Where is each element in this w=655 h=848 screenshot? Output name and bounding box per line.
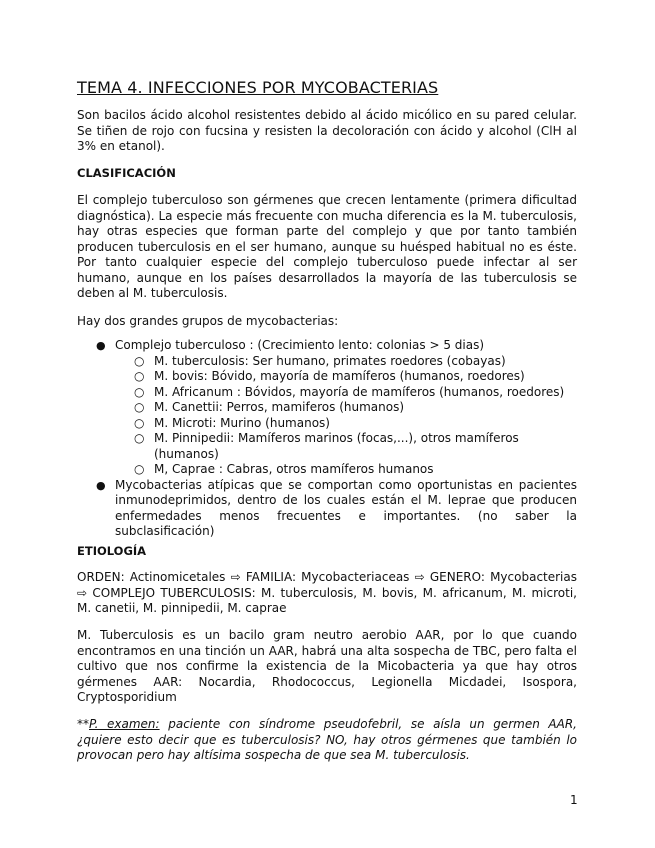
list-item: ○ M. Africanum : Bóvidos, mayoría de mamíferos (humanos, roedores): [115, 385, 577, 401]
groups-list: [77, 338, 577, 540]
list-item: ○ M. Microti: Murino (humanos): [115, 416, 577, 432]
page-number: 1: [570, 793, 578, 807]
exam-note: [77, 717, 577, 764]
section-heading-etiologia: ETIOLOGÍA: [77, 544, 147, 558]
list-item: ○ M. Pinnipedii: Mamíferos marinos (focas,...), otros mamíferos (humanos): [115, 431, 577, 462]
exam-note-prefix: **: [77, 717, 89, 731]
species-list: [115, 354, 577, 478]
list-item: ○ M, Caprae : Cabras, otros mamíferos humanos: [115, 462, 577, 478]
section-heading-clasificacion: CLASIFICACIÓN: [77, 166, 176, 180]
etiologia-paragraph: M. Tuberculosis es un bacilo gram neutro aerobio AAR, por lo que cuando encontramos en una tinción un AAR, habrá una alta sospecha de TBC, pero falta el cultivo que nos confirme la existencia de la Micobacteria ya que hay otros gérmenes AAR: Nocardia, Rhodococcus, Legionella Micdadei, Isospora, Cryptosporidium: [77, 628, 577, 704]
list-item: [77, 478, 577, 540]
etiologia-taxonomy: ORDEN: Actinomicetales ⇨ FAMILIA: Mycobacteriaceas ⇨ GENERO: Mycobacterias ⇨ COMPLEJO TUBERCULOSIS: M. tuberculosis, M. bovis, M. africanum, M. microti, M. canetii, M. pinnipedii, M. caprae: [77, 570, 577, 615]
intro-paragraph: Son bacilos ácido alcohol resistentes debido al ácido micólico en su pared celular. Se tiñen de rojo con fucsina y resisten la decoloración con ácido y alcohol (ClH al 3% en etanol).: [77, 108, 577, 153]
list-item: ○ M. Canettii: Perros, mamiferos (humanos): [115, 400, 577, 416]
group-label: Mycobacterias atípicas que se comportan como oportunistas en pacientes inmunodeprimidos, dentro de los cuales están el M. leprae que producen enfermedades menos frecuentes e importantes. (no saber la subclasificación): [115, 477, 577, 538]
group-label: Complejo tuberculoso : (Crecimiento lento: colonias > 5 dias): [115, 338, 485, 352]
page-title: TEMA 4. INFECCIONES POR MYCOBACTERIAS: [77, 78, 439, 97]
groups-intro: Hay dos grandes grupos de mycobacterias:: [77, 314, 339, 328]
exam-note-label: P. examen:: [89, 717, 160, 731]
list-item: ○ M. bovis: Bóvido, mayoría de mamíferos (humanos, roedores): [115, 369, 577, 385]
clasificacion-paragraph: El complejo tuberculoso son gérmenes que crecen lentamente (primera dificultad diagnóstica). La especie más frecuente con mucha diferencia es la M. tuberculosis, hay otras especies que forman parte del complejo y que por tanto también producen tuberculosis en el ser humano, aunque su huésped habitual no es éste. Por tanto cualquier especie del complejo tuberculoso puede infectar al ser humano, aunque en los países desarrollados la mayoría de las tuberculosis se deben al M. tuberculosis.: [77, 193, 577, 300]
list-item: [77, 338, 577, 478]
exam-note-text: paciente con síndrome pseudofebril, se aísla un germen AAR, ¿quiere esto decir que es tuberculosis? NO, hay otros gérmenes que también lo provocan pero hay altísima sospecha de que sea M. tuberculosis.: [77, 717, 577, 762]
list-item: ○ M. tuberculosis: Ser humano, primates roedores (cobayas): [115, 354, 577, 370]
